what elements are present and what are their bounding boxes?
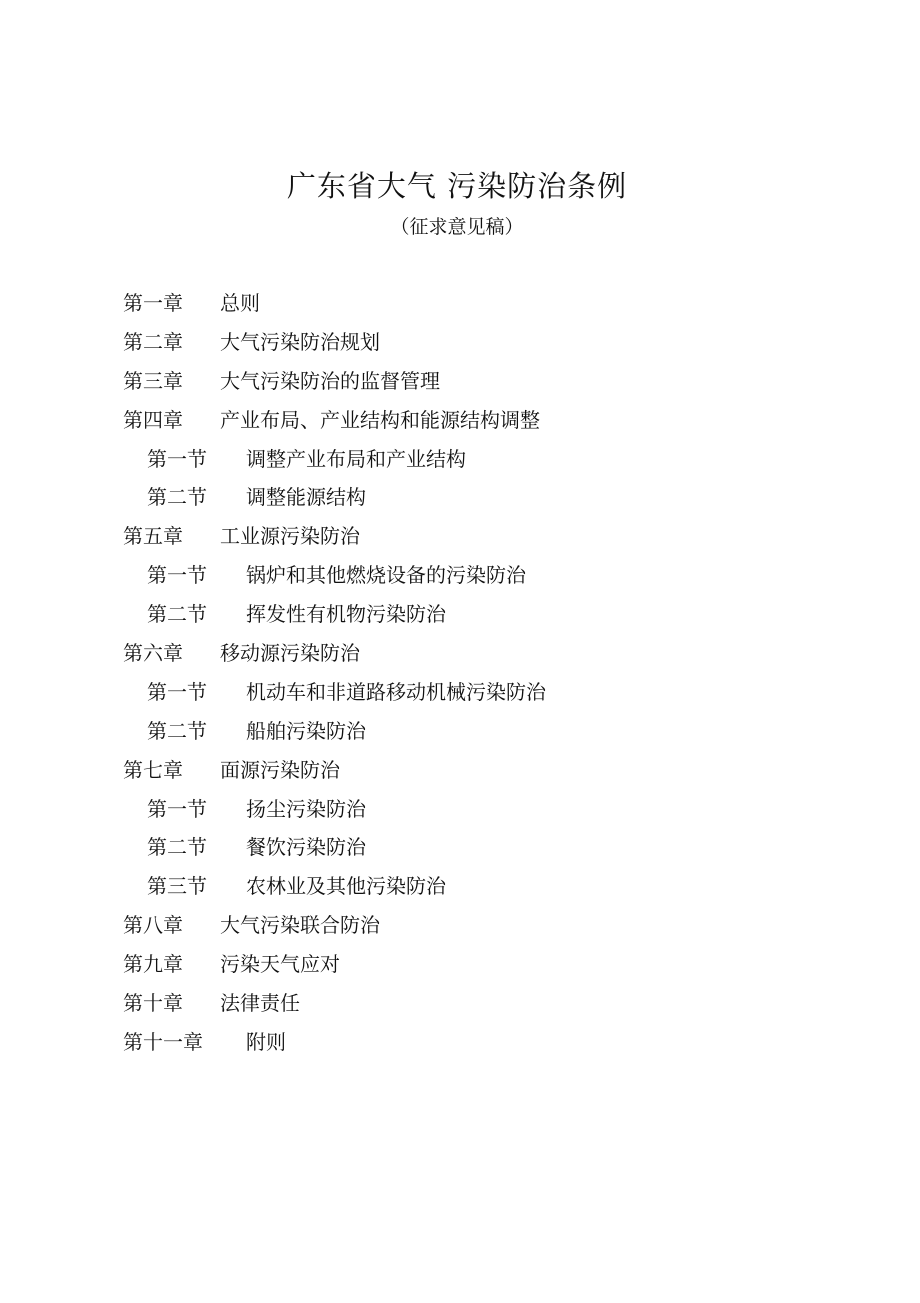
toc-title: 移动源污染防治	[220, 641, 360, 666]
table-of-contents	[0, 284, 920, 1062]
toc-section-7-1	[0, 790, 920, 829]
toc-title: 大气污染联合防治	[220, 913, 380, 938]
toc-title: 污染天气应对	[220, 952, 340, 977]
toc-number: 第二章	[123, 329, 183, 354]
toc-section-7-3	[0, 867, 920, 906]
toc-number: 第一节	[147, 446, 207, 471]
toc-title: 调整产业布局和产业结构	[246, 446, 466, 471]
toc-title: 船舶污染防治	[246, 718, 366, 743]
toc-title: 工业源污染防治	[220, 524, 360, 549]
toc-number: 第一节	[147, 679, 207, 704]
toc-chapter-5	[0, 517, 920, 556]
toc-number: 第十章	[123, 991, 183, 1016]
toc-number: 第三节	[147, 874, 207, 899]
toc-number: 第五章	[123, 524, 183, 549]
toc-number: 第二节	[147, 485, 207, 510]
toc-chapter-6	[0, 634, 920, 673]
toc-chapter-1	[0, 284, 920, 323]
toc-number: 第三章	[123, 368, 183, 393]
toc-number: 第七章	[123, 757, 183, 782]
toc-number: 第二节	[147, 602, 207, 627]
toc-title: 扬尘污染防治	[246, 796, 366, 821]
toc-chapter-3	[0, 362, 920, 401]
toc-title: 调整能源结构	[246, 485, 366, 510]
toc-title: 大气污染防治规划	[220, 329, 380, 354]
toc-title: 附则	[246, 1029, 286, 1054]
toc-title: 总则	[220, 291, 260, 315]
toc-title: 农林业及其他污染防治	[246, 874, 446, 899]
toc-title: 面源污染防治	[220, 757, 340, 782]
toc-number: 第一节	[147, 796, 207, 821]
toc-chapter-7	[0, 751, 920, 790]
toc-title: 大气污染防治的监督管理	[220, 368, 440, 393]
toc-number: 第八章	[123, 913, 183, 938]
toc-chapter-11	[0, 1023, 920, 1062]
toc-section-5-1	[0, 556, 920, 595]
toc-section-4-2	[0, 478, 920, 517]
toc-section-6-2	[0, 712, 920, 751]
toc-section-4-1	[0, 440, 920, 479]
toc-title: 锅炉和其他燃烧设备的污染防治	[246, 563, 526, 588]
document-title: 广东省大气 污染防治条例	[286, 169, 628, 203]
toc-number: 第二节	[147, 835, 207, 860]
toc-chapter-9	[0, 945, 920, 984]
toc-chapter-4	[0, 401, 920, 440]
toc-chapter-10	[0, 984, 920, 1023]
toc-section-5-2	[0, 595, 920, 634]
toc-number: 第十一章	[123, 1029, 203, 1054]
toc-number: 第六章	[123, 641, 183, 666]
toc-number: 第九章	[123, 952, 183, 977]
toc-title: 法律责任	[220, 991, 300, 1016]
toc-number: 第一节	[147, 563, 207, 588]
toc-title: 餐饮污染防治	[246, 835, 366, 860]
toc-number: 第二节	[147, 718, 207, 743]
toc-section-6-1	[0, 673, 920, 712]
toc-chapter-2	[0, 323, 920, 362]
toc-title: 挥发性有机物污染防治	[246, 602, 446, 627]
toc-number: 第一章	[123, 291, 183, 315]
toc-section-7-2	[0, 828, 920, 867]
toc-number: 第四章	[123, 407, 183, 432]
toc-chapter-8	[0, 906, 920, 945]
document-subtitle: （征求意见稿）	[390, 216, 524, 238]
toc-title: 产业布局、产业结构和能源结构调整	[220, 407, 540, 432]
toc-title: 机动车和非道路移动机械污染防治	[246, 679, 546, 704]
